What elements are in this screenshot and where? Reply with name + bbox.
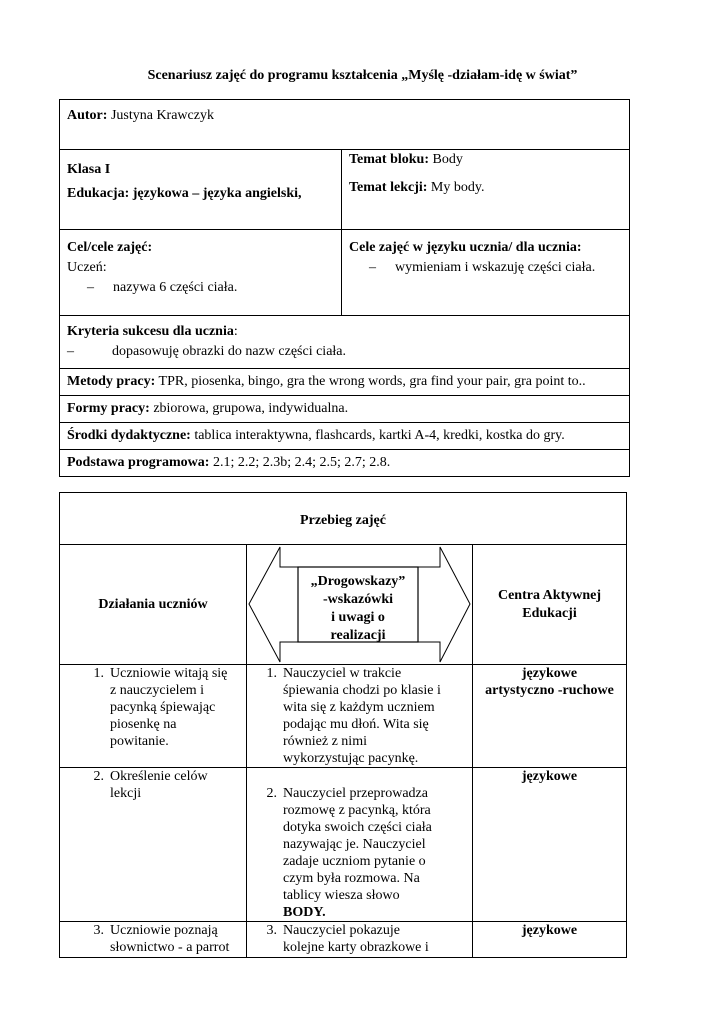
author-value: Justyna Krawczyk bbox=[107, 108, 214, 123]
author-cell bbox=[60, 100, 630, 150]
center-cell bbox=[473, 922, 627, 958]
student-line: słownictwo - a parrot bbox=[110, 940, 230, 955]
teacher-line: podając mu dłoń. Wita się bbox=[283, 717, 429, 732]
center-cell bbox=[473, 768, 627, 922]
forms-cell bbox=[60, 396, 630, 423]
student-activity-cell bbox=[60, 768, 247, 922]
lesson-info-table bbox=[59, 99, 630, 477]
teacher-line: tablicy wiesza słowo bbox=[283, 888, 400, 903]
basis-value: 2.1; 2.2; 2.3b; 2.4; 2.5; 2.7; 2.8. bbox=[209, 455, 391, 470]
author-label: Autor: bbox=[67, 108, 108, 123]
class-label: Klasa I bbox=[67, 162, 111, 177]
goals-label: Cel/cele zajęć: bbox=[67, 240, 153, 255]
teacher-line: czym była rozmowa. Na bbox=[283, 871, 420, 886]
criteria-item: dopasowuję obrazki do nazw części ciała. bbox=[112, 344, 347, 359]
goals-dash: – bbox=[87, 280, 94, 295]
teacher-bold-word: BODY. bbox=[283, 905, 326, 920]
teacher-note-cell bbox=[247, 922, 473, 958]
lesson-topic-value: My body. bbox=[427, 180, 485, 195]
methods-cell bbox=[60, 369, 630, 396]
goals-item: nazywa 6 części ciała. bbox=[113, 280, 238, 295]
teacher-line: Nauczyciel w trakcie bbox=[283, 666, 402, 681]
goals-student-lang-cell bbox=[342, 230, 630, 316]
block-topic-label: Temat bloku: bbox=[349, 152, 430, 167]
teacher-line: dotyka swoich części ciała bbox=[283, 820, 432, 835]
item-number: 2. bbox=[266, 786, 277, 801]
forms-label: Formy pracy: bbox=[67, 401, 150, 416]
teacher-line: kolejne karty obrazkowe i bbox=[283, 940, 429, 955]
teacher-note-cell bbox=[247, 768, 473, 922]
course-table bbox=[59, 492, 627, 958]
teacher-line: Nauczyciel pokazuje bbox=[283, 923, 400, 938]
teacher-line: również z nimi bbox=[283, 734, 367, 749]
means-cell bbox=[60, 423, 630, 450]
basis-label: Podstawa programowa: bbox=[67, 455, 210, 470]
signposts-header bbox=[298, 573, 418, 645]
signposts-header-cell bbox=[247, 545, 473, 665]
center-label: językowe bbox=[521, 923, 578, 938]
education-label: Edukacja: językowa – języka angielski, bbox=[67, 186, 302, 201]
signposts-line: „Drogowskazy” bbox=[310, 574, 406, 589]
center-label: językowe bbox=[521, 769, 578, 784]
centers-header-cell bbox=[473, 545, 627, 665]
means-value: tablica interaktywna, flashcards, kartki A-4, kredki, kostka do gry. bbox=[190, 428, 565, 443]
forms-value: zbiorowa, grupowa, indywidualna. bbox=[149, 401, 349, 416]
item-number: 1. bbox=[266, 666, 277, 681]
methods-label: Metody pracy: bbox=[67, 374, 156, 389]
student-line: Uczniowie witają się bbox=[110, 666, 228, 681]
student-line: z nauczycielem i bbox=[110, 683, 205, 698]
lesson-topic-label: Temat lekcji: bbox=[349, 180, 428, 195]
item-number: 1. bbox=[93, 666, 104, 681]
centers-header-line: Edukacji bbox=[522, 605, 577, 621]
student-line: piosenkę na bbox=[110, 717, 177, 732]
course-heading: Przebieg zajęć bbox=[300, 513, 386, 528]
center-label: językowe bbox=[521, 666, 578, 681]
student-activity-cell bbox=[60, 665, 247, 768]
criteria-dash: – bbox=[67, 344, 74, 359]
teacher-line: wykorzystując pacynkę. bbox=[283, 751, 419, 766]
class-cell bbox=[60, 150, 342, 230]
goals-student-lang-dash: – bbox=[369, 260, 376, 275]
course-heading-cell bbox=[60, 493, 627, 545]
centers-header-line: Centra Aktywnej bbox=[497, 587, 602, 603]
teacher-line: nazywając je. Nauczyciel bbox=[283, 837, 426, 852]
criteria-colon: : bbox=[233, 324, 238, 339]
signposts-line: i uwagi o bbox=[331, 610, 385, 625]
signposts-line: -wskazówki bbox=[322, 592, 393, 607]
criteria-cell bbox=[60, 316, 630, 369]
table-row bbox=[60, 922, 627, 958]
goals-student-lang-label: Cele zajęć w języku ucznia/ dla ucznia: bbox=[349, 240, 582, 255]
goals-student: Uczeń: bbox=[67, 260, 107, 275]
center-label: artystyczno -ruchowe bbox=[485, 683, 614, 698]
student-line: Określenie celów bbox=[110, 769, 208, 784]
basis-cell bbox=[60, 450, 630, 477]
topic-cell bbox=[342, 150, 630, 230]
student-line: pacynką śpiewając bbox=[110, 700, 216, 715]
document-title: Scenariusz zajęć do programu kształcenia „Myślę -działam-idę w świat” bbox=[147, 68, 578, 83]
teacher-line: Nauczyciel przeprowadza bbox=[283, 786, 428, 801]
table-row bbox=[60, 665, 627, 768]
student-activity-cell bbox=[60, 922, 247, 958]
methods-value: TPR, piosenka, bingo, gra the wrong words, gra find your pair, gra point to.. bbox=[155, 374, 586, 389]
teacher-line: śpiewania chodzi po klasie i bbox=[283, 683, 441, 698]
teacher-line: wita się z każdym uczniem bbox=[283, 700, 435, 715]
goals-student-lang-item: wymieniam i wskazuję części ciała. bbox=[395, 260, 596, 275]
goals-cell bbox=[60, 230, 342, 316]
student-line: powitanie. bbox=[110, 734, 169, 749]
students-header: Działania uczniów bbox=[98, 596, 208, 612]
student-line: Uczniowie poznają bbox=[110, 923, 218, 938]
signposts-line: realizacji bbox=[330, 628, 386, 643]
students-header-cell bbox=[60, 545, 247, 665]
center-cell bbox=[473, 665, 627, 768]
item-number: 2. bbox=[93, 769, 104, 784]
table-row bbox=[60, 768, 627, 922]
block-topic-value: Body bbox=[429, 152, 463, 167]
teacher-line: rozmowę z pacynką, która bbox=[283, 803, 431, 818]
item-number: 3. bbox=[266, 923, 277, 938]
student-line: lekcji bbox=[110, 786, 142, 801]
means-label: Środki dydaktyczne: bbox=[67, 428, 191, 443]
criteria-label: Kryteria sukcesu dla ucznia bbox=[67, 324, 234, 339]
teacher-line: zadaje uczniom pytanie o bbox=[283, 854, 426, 869]
teacher-note-cell bbox=[247, 665, 473, 768]
item-number: 3. bbox=[93, 923, 104, 938]
